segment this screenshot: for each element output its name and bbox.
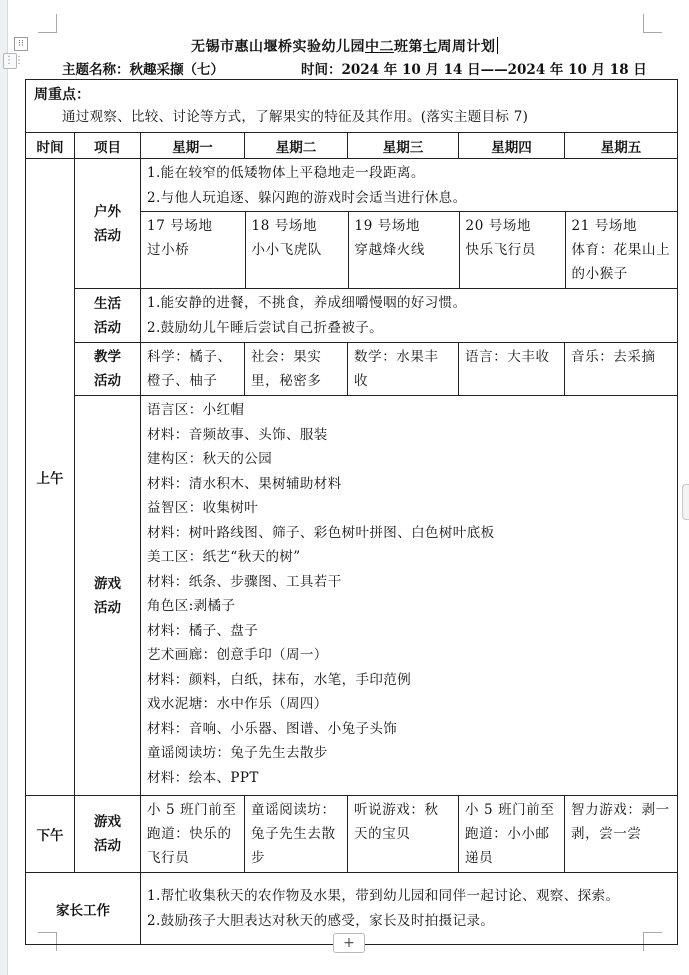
title-mid: 班第: [394, 39, 423, 55]
afternoon-monday[interactable]: 小 5 班门前至跑道：快乐的飞行员: [141, 796, 245, 873]
family-item: 2.鼓励孩子大胆表达对秋天的感受，家长及时拍摄记录。: [147, 912, 495, 929]
title-school: 无锡市惠山堰桥实验幼儿园: [191, 39, 365, 55]
game-text: 过小桥: [147, 242, 190, 258]
afternoon-label-2: 活动: [94, 838, 121, 854]
family-label: 家长工作: [26, 873, 141, 945]
afternoon-label: 下午: [26, 796, 75, 873]
outdoor-friday[interactable]: [565, 212, 678, 289]
outdoor-goal: 1.能在较窄的低矮物体上平稳地走一段距离。: [147, 165, 425, 181]
header-wednesday: 星期三: [348, 133, 459, 159]
outdoor-label: [75, 159, 141, 289]
focus-cell[interactable]: [26, 80, 678, 133]
afternoon-tuesday[interactable]: 童谣阅读坊：兔子先生去散步: [245, 796, 348, 873]
outdoor-thursday[interactable]: [459, 212, 565, 289]
page-title: [0, 36, 689, 56]
life-item: 1.能安静的进餐，不挑食，养成细嚼慢咽的好习惯。: [147, 295, 467, 311]
family-item: 1.帮忙收集秋天的农作物及水果，带到幼儿园和同伴一起讨论、观察、探索。: [147, 888, 620, 904]
outdoor-content: [141, 159, 678, 289]
afternoon-wednesday[interactable]: 听说游戏：秋天的宝贝: [348, 796, 459, 873]
outdoor-goal: 2.与他人玩追逐、躲闪跑的游戏时会适当进行休息。: [147, 189, 467, 206]
teaching-label: [75, 343, 141, 396]
game-area-line: 材料：音响、小乐器、图谱、小兔子头饰: [147, 720, 398, 737]
add-row-button[interactable]: +: [333, 933, 365, 953]
margin-corner-top-left: [38, 14, 57, 33]
teaching-monday[interactable]: 科学：橘子、橙子、柚子: [141, 343, 245, 396]
game-text: 体育：花果山上的小猴子: [571, 242, 671, 282]
game-area-line: 童谣阅读坊：兔子先生去散步: [147, 745, 328, 761]
game-area-line: 建构区：秋天的公园: [147, 451, 273, 467]
header-row: [26, 133, 678, 159]
afternoon-friday[interactable]: 智力游戏：剥一剥，尝一尝: [565, 796, 678, 873]
life-label: [75, 289, 141, 343]
life-row: [26, 289, 678, 343]
game-text: 小小飞虎队: [251, 242, 322, 258]
morning-label: 上午: [26, 159, 75, 796]
teaching-label-2: 活动: [94, 373, 121, 389]
venue-text: 21 号场地: [571, 218, 638, 234]
game-area-line: 角色区:剥橘子: [147, 598, 236, 614]
table-move-handle-icon[interactable]: ⁝⁝: [14, 37, 28, 51]
game-area-line: 益智区：收集树叶: [147, 500, 259, 516]
games-label-2: 活动: [94, 599, 121, 616]
title-week: 七: [423, 39, 438, 55]
game-area-line: 材料：音频故事、头饰、服装: [147, 426, 328, 443]
game-area-line: 材料：颜料，白纸，抹布，水笔，手印范例: [147, 671, 412, 688]
game-area-line: 美工区：纸艺“秋天的树”: [147, 549, 301, 565]
header-monday: 星期一: [141, 133, 245, 159]
life-label-2: 活动: [94, 319, 121, 336]
header-item: 项目: [75, 133, 141, 159]
outdoor-days: [141, 211, 678, 288]
focus-text: 通过观察、比较、讨论等方式，了解果实的特征及其作用。(落实主题目标 7): [62, 109, 529, 125]
game-area-line: 材料：树叶路线图、筛子、彩色树叶拼图、白色树叶底板: [147, 524, 495, 541]
life-item: 2.鼓励幼儿午睡后尝试自己折叠被子。: [147, 319, 384, 336]
header-tuesday: 星期二: [245, 133, 348, 159]
weekly-plan-table: [25, 79, 678, 945]
header-thursday: 星期四: [459, 133, 565, 159]
teaching-tuesday[interactable]: 社会：果实里，秘密多: [245, 343, 348, 396]
afternoon-thursday[interactable]: 小 5 班门前至跑道：小小邮递员: [459, 796, 565, 873]
theme-name: 主题名称：秋趣采撷（七）: [62, 62, 224, 78]
teaching-wednesday[interactable]: 数学：水果丰收: [348, 343, 459, 396]
page-left-edge: [0, 0, 8, 975]
block-drag-handle-icon[interactable]: ⋮⋮: [3, 53, 17, 69]
life-label-1: 生活: [94, 295, 121, 312]
outdoor-row: [26, 159, 678, 289]
afternoon-games-label: [75, 796, 141, 873]
games-content[interactable]: [141, 396, 678, 796]
teaching-label-1: 教学: [94, 349, 121, 365]
title-class: 中二: [365, 39, 394, 55]
game-area-line: 材料：绘本、PPT: [147, 769, 259, 786]
game-area-line: 材料：橘子、盘子: [147, 622, 259, 639]
life-content[interactable]: [141, 289, 678, 343]
outdoor-label-2: 活动: [94, 227, 121, 244]
afternoon-label-1: 游戏: [94, 814, 121, 830]
outdoor-tuesday[interactable]: [245, 212, 348, 289]
teaching-friday[interactable]: 音乐：去采摘: [565, 343, 678, 396]
game-area-line: 语言区：小红帽: [147, 402, 245, 418]
side-panel-toggle[interactable]: [682, 484, 689, 520]
text-cursor: [497, 37, 499, 54]
afternoon-row: [26, 796, 678, 873]
teaching-thursday[interactable]: 语言：大丰收: [459, 343, 565, 396]
outdoor-monday[interactable]: [141, 212, 245, 289]
venue-text: 19 号场地: [354, 218, 421, 234]
date-range: 时间：2024 年 10 月 14 日——2024 年 10 月 18 日: [301, 62, 647, 78]
games-label-1: 游戏: [94, 575, 121, 592]
header-time: 时间: [26, 133, 75, 159]
game-text: 快乐飞行员: [465, 242, 536, 258]
game-area-line: 艺术画廊：创意手印（周一）: [147, 647, 328, 663]
focus-label: 周重点：: [34, 87, 90, 103]
family-content[interactable]: [141, 873, 678, 945]
venue-text: 18 号场地: [251, 218, 318, 234]
outdoor-goals[interactable]: [141, 159, 677, 211]
focus-row: [26, 80, 678, 133]
game-text: 穿越烽火线: [354, 242, 425, 258]
venue-text: 17 号场地: [147, 218, 213, 234]
outdoor-label-1: 户外: [94, 203, 121, 220]
venue-text: 20 号场地: [465, 218, 532, 234]
game-area-line: 戏水泥塘：水中作乐（周四）: [147, 696, 328, 712]
teaching-row: [26, 343, 678, 396]
game-area-line: 材料：纸条、步骤图、工具若干: [147, 573, 342, 590]
games-row: [26, 396, 678, 796]
header-friday: 星期五: [565, 133, 678, 159]
outdoor-wednesday[interactable]: [348, 212, 459, 289]
game-area-line: 材料：清水积木、果树辅助材料: [147, 475, 342, 492]
margin-corner-top-right: [643, 14, 662, 33]
games-label: [75, 396, 141, 796]
title-suffix: 周周计划: [437, 39, 496, 55]
